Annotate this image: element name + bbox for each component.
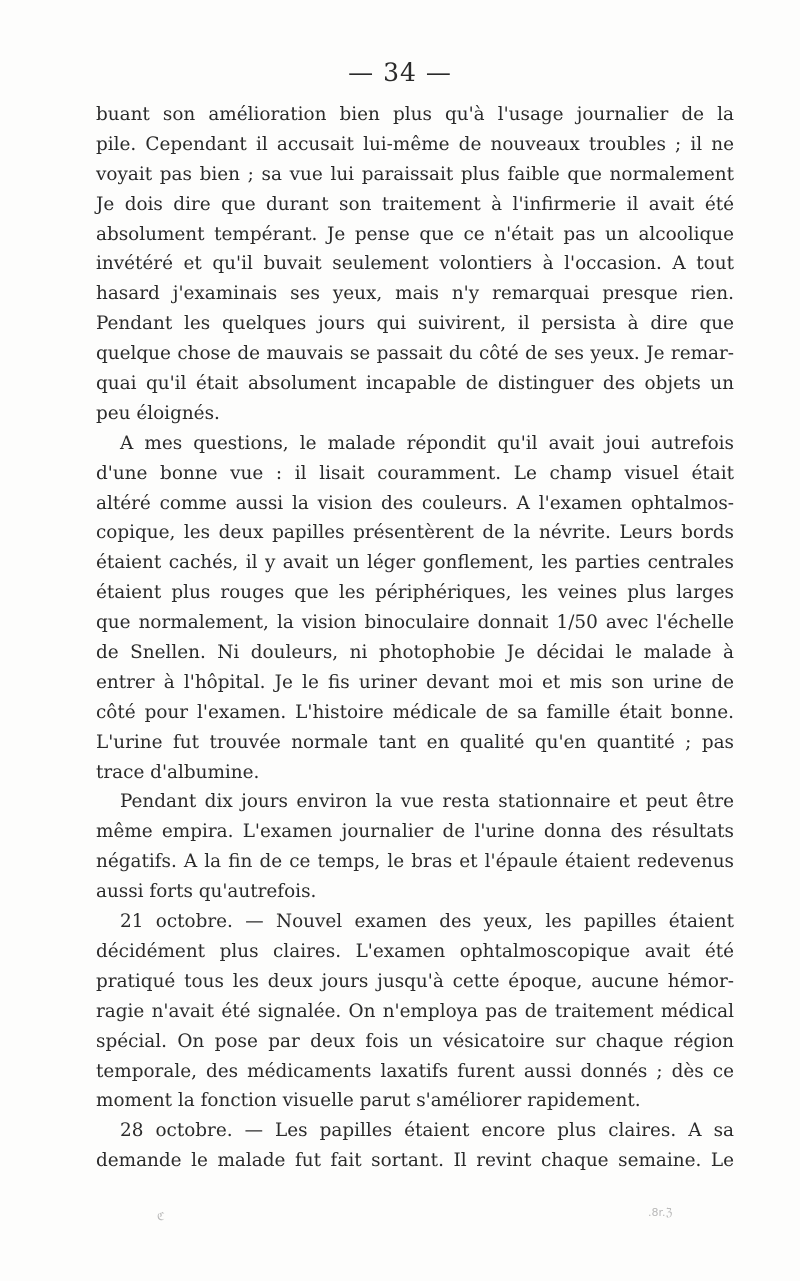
text-line: absolument tempérant. Je pense que ce n'était pas un alcoolique [96,223,734,245]
footer-left-mark: ℭ [157,1210,165,1223]
text-line: temporale, des médicaments laxatifs furent aussi donnés ; dès ce [96,1060,734,1082]
text-line: décidément plus claires. L'examen ophtalmoscopique avait été [96,940,734,962]
footer-right-mark: .8r.ℨ [648,1206,673,1219]
text-line: quai qu'il était absolument incapable de distinguer des objets un [96,373,734,395]
page-number: — 34 — [348,58,452,87]
text-line: L'urine fut trouvée normale tant en qualité qu'en quantité ; pas [96,731,734,753]
text-line: étaient cachés, il y avait un léger gonflement, les parties centrales [96,552,734,574]
text-line: pile. Cependant il accusait lui-même de nouveaux troubles ; il ne [96,133,734,155]
text-line: 28 octobre. — Les papilles étaient encore plus claires. A sa [120,1120,734,1142]
text-line: pratiqué tous les deux jours jusqu'à cette époque, aucune hémor- [96,970,734,992]
text-line: buant son amélioration bien plus qu'à l'usage journalier de la [96,104,734,125]
text-line: de Snellen. Ni douleurs, ni photophobie Je décidai le malade à [96,642,734,664]
text-line: peu éloignés. [96,402,220,424]
text-line: aussi forts qu'autrefois. [96,881,317,903]
text-line: quelque chose de mauvais se passait du côté de ses yeux. Je remar- [96,343,734,365]
text-line: hasard j'examinais ses yeux, mais n'y remarquai presque rien. [96,283,734,305]
text-line: spécial. On pose par deux fois un vésicatoire sur chaque région [96,1030,734,1052]
text-line: copique, les deux papilles présentèrent de la névrite. Leurs bords [96,522,734,544]
text-line: A mes questions, le malade répondit qu'il avait joui autrefois [120,432,734,454]
text-line: ragie n'avait été signalée. On n'employa pas de traitement médical [96,1000,734,1022]
text-line: invétéré et qu'il buvait seulement volontiers à l'occasion. A tout [96,253,734,275]
text-line: entrer à l'hôpital. Je le fis uriner devant moi et mis son urine de [96,671,734,693]
text-line: trace d'albumine. [96,761,260,783]
text-line: côté pour l'examen. L'histoire médicale de sa famille était bonne. [96,701,734,723]
text-line: moment la fonction visuelle parut s'améliorer rapidement. [96,1090,641,1112]
text-line: demande le malade fut fait sortant. Il revint chaque semaine. Le [96,1150,734,1172]
text-line: voyait pas bien ; sa vue lui paraissait plus faible que normalement [96,163,734,185]
text-line: d'une bonne vue : il lisait couramment. Le champ visuel était [96,462,734,484]
text-line: 21 octobre. — Nouvel examen des yeux, les papilles étaient [120,911,734,933]
text-line: que normalement, la vision binoculaire donnait 1/50 avec l'échelle [96,612,734,634]
body-text [96,100,734,1176]
text-line: Je dois dire que durant son traitement à l'infirmerie il avait été [96,193,734,215]
text-line: même empira. L'examen journalier de l'urine donna des résultats [96,821,734,843]
text-line: négatifs. A la fin de ce temps, le bras et l'épaule étaient redevenus [96,851,734,873]
text-line: Pendant dix jours environ la vue resta stationnaire et peut être [120,791,734,813]
text-line: étaient plus rouges que les périphériques, les veines plus larges [96,582,734,604]
text-line: altéré comme aussi la vision des couleurs. A l'examen ophtalmos- [96,492,734,514]
text-line: Pendant les quelques jours qui suivirent, il persista à dire que [96,313,734,335]
